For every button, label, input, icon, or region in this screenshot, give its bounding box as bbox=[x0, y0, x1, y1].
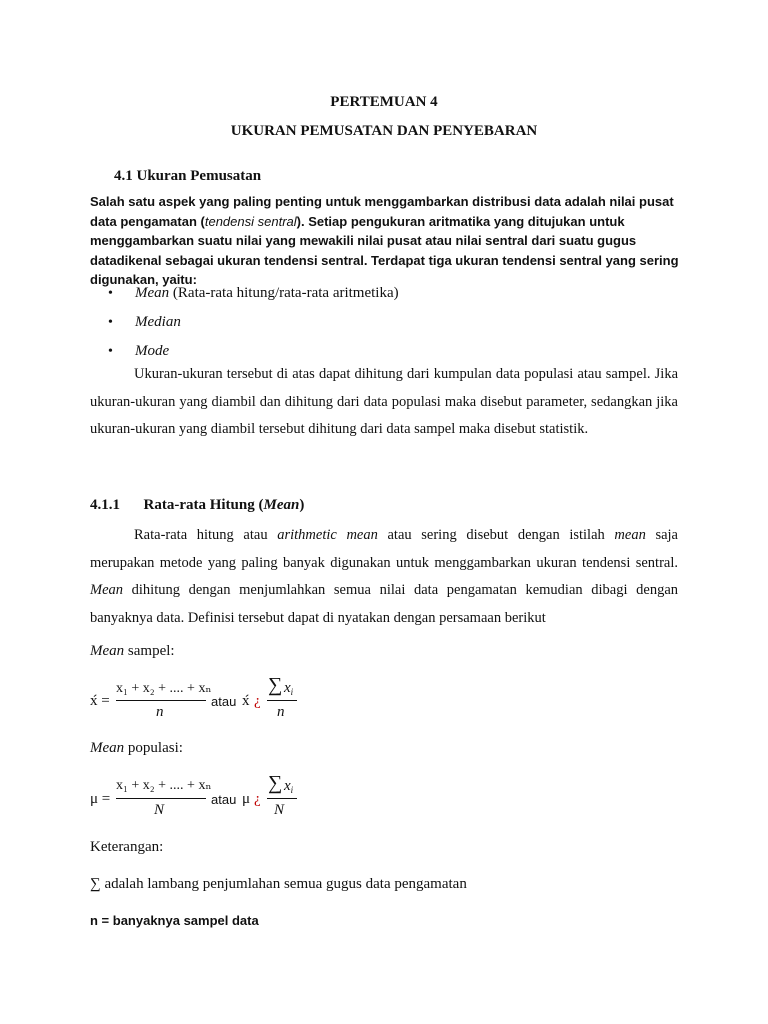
sigma-icon: ∑ bbox=[268, 772, 283, 794]
intro-text-italic: tendensi sentral bbox=[204, 213, 297, 229]
formula-denominator: N bbox=[154, 802, 165, 818]
list-item bbox=[108, 308, 399, 337]
parameter-statistic-paragraph bbox=[90, 361, 678, 444]
formula-lhs: x́ = bbox=[90, 693, 110, 709]
fraction-bar bbox=[267, 700, 297, 701]
intro-text-1: Salah satu aspek yang paling penting untuk menggambarkan distribusi data adalah nilai pusat data pengamatan ( bbox=[90, 194, 674, 229]
mean-population-formula bbox=[90, 772, 390, 825]
formula-lhs: μ = bbox=[90, 791, 111, 807]
list-item-term: Mean bbox=[135, 285, 170, 301]
formula-atau: atau bbox=[211, 792, 237, 807]
section-title: Rata-rata Hitung (Mean) bbox=[143, 497, 305, 513]
document-title: PERTEMUAN 4 bbox=[330, 94, 438, 110]
sigma-explanation: ∑ adalah lambang penjumlahan semua gugus data pengamatan bbox=[90, 876, 467, 892]
list-item-desc: (Rata-rata hitung/rata-rata aritmetika) bbox=[169, 285, 399, 301]
formula-denominator-2: n bbox=[277, 704, 285, 720]
formula-lhs-2: μ bbox=[242, 791, 251, 807]
sum-variable: $x_i$ bbox=[284, 680, 294, 697]
section-heading-4-1: 4.1 Ukuran Pemusatan bbox=[114, 168, 262, 184]
section-heading-4-1-1 bbox=[90, 497, 304, 514]
paragraph-text: Ukuran-ukuran tersebut di atas dapat dihitung dari kumpulan data populasi atau sampel. Jika ukuran-ukuran yang diambil dan dihitung dari data populasi maka disebut parameter, sedangkan jika ukuran-ukuran yang diambil tersebut dihitung dari data sampel maka disebut statistik. bbox=[90, 366, 678, 437]
intro-paragraph bbox=[90, 192, 680, 290]
formula-denominator-2: N bbox=[274, 802, 285, 818]
mean-definition-paragraph: Rata-rata hitung atau arithmetic mean atau sering disebut dengan istilah mean saja merupakan metode yang paling banyak digunakan untuk menggambarkan ukuran tendensi sentral. Mean dihitung dengan menjumlahkan semua nilai data pengamatan kemudian dibagi dengan banyaknya data. Definisi tersebut dapat di nyatakan dengan persamaan berikut bbox=[90, 527, 678, 626]
list-item-term: Mode bbox=[135, 343, 170, 359]
sum-variable: $x_i$ bbox=[284, 778, 294, 795]
formula-glyph: ¿ bbox=[254, 791, 261, 807]
document-subtitle: UKURAN PEMUSATAN DAN PENYEBARAN bbox=[230, 123, 538, 139]
list-item bbox=[108, 279, 399, 308]
bullet-icon: • bbox=[108, 344, 113, 359]
bullet-icon: • bbox=[108, 286, 113, 301]
notes-label: Keterangan: bbox=[90, 839, 164, 855]
mean-sample-label: Mean sampel: bbox=[90, 643, 175, 659]
fraction-bar bbox=[267, 798, 297, 799]
central-tendency-list bbox=[108, 279, 399, 366]
mean-sample-formula bbox=[90, 674, 390, 728]
formula-lhs-2: x́ bbox=[242, 693, 250, 709]
section-number: 4.1.1 bbox=[90, 497, 120, 513]
formula-numerator: x₁ + x₂ + .... + xₙ bbox=[116, 681, 212, 696]
n-explanation: n = banyaknya sampel data bbox=[90, 913, 259, 928]
formula-numerator: x₁ + x₂ + .... + xₙ bbox=[116, 778, 212, 793]
formula-glyph: ¿ bbox=[254, 693, 261, 709]
formula-denominator: n bbox=[156, 704, 164, 720]
mean-population-label: Mean populasi: bbox=[90, 740, 183, 756]
intro-text-2: ). Setiap pengukuran aritmatika yang ditujukan untuk menggambarkan suatu nilai yang mewakili nilai pusat atau nilai sentral dari suatu gugus datadikenal sebagai ukuran tendensi sentral. Terdapat tiga ukuran tendensi sentral yang sering digunakan, yaitu: bbox=[90, 213, 679, 287]
sigma-icon: ∑ bbox=[268, 674, 283, 696]
fraction-bar bbox=[116, 700, 206, 701]
fraction-bar bbox=[116, 798, 206, 799]
bullet-icon: • bbox=[108, 315, 113, 330]
formula-atau: atau bbox=[211, 694, 237, 709]
list-item-term: Median bbox=[135, 314, 181, 330]
